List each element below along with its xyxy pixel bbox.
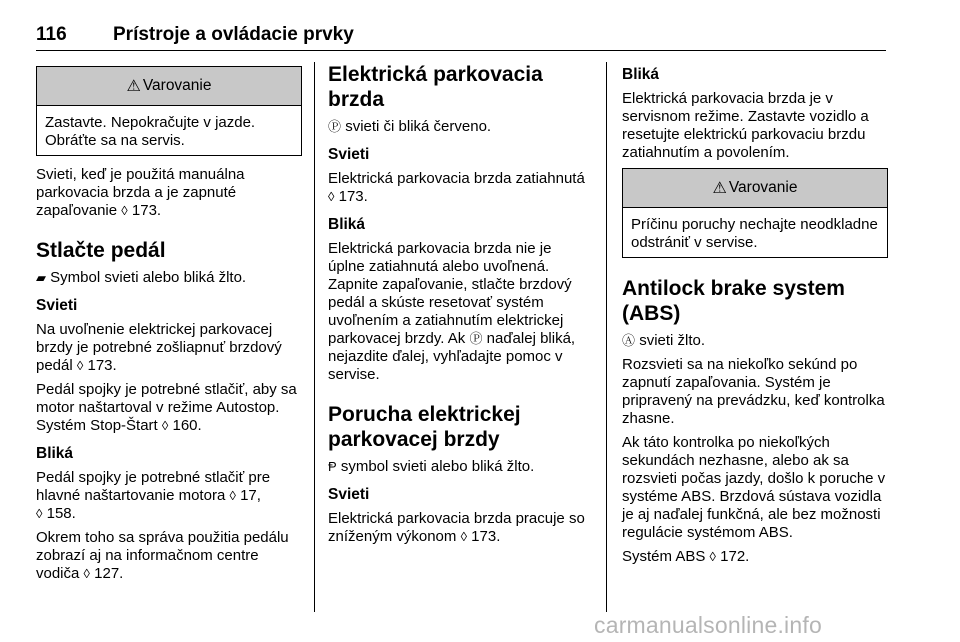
subheading: Bliká [328, 216, 366, 233]
warning-icon: ⚠ [712, 180, 727, 197]
column-3 [622, 62, 888, 572]
column-1 [36, 62, 302, 589]
paragraph: Ᵽ symbol svieti alebo bliká žlto. [328, 458, 535, 475]
abs-icon: Ⓐ [622, 333, 636, 348]
paragraph: Elektrická parkovacia brzda nie je úplne zatiahnutá alebo uvoľnená. Zapnite zapaľovanie, stlačte brzdový pedál a skúste resetovať systém uvoľnením a zatiahnutím elektrickej parkovacej brzdy. Ak Ⓟ naďalej bliká, nejazdite ďalej, vyhľadajte pomoc v servise. [328, 240, 576, 383]
watermark: carmanualsonline.info [594, 612, 822, 638]
reference-icon: ◊ [229, 488, 236, 503]
paragraph: Na uvoľnenie elektrickej parkovacej brzdy je potrebné zošliapnuť brzdový pedál ◊ 173. [36, 321, 282, 374]
warning-header [623, 169, 887, 208]
paragraph: Pedál spojky je potrebné stlačiť, aby sa motor naštartoval v režime Autostop. Systém Stop-Štart ◊ 160. [36, 381, 297, 434]
brake-fault-icon: Ᵽ [328, 459, 337, 474]
paragraph: Systém ABS ◊ 172. [622, 548, 750, 565]
subheading: Svieti [328, 486, 370, 503]
paragraph: Okrem toho sa správa použitia pedálu zobrazí aj na informačnom centre vodiča ◊ 127. [36, 529, 289, 582]
reference-icon: ◊ [460, 529, 467, 544]
column-divider [314, 62, 315, 612]
warning-title: Varovanie [142, 77, 212, 94]
reference-icon: ◊ [161, 418, 169, 433]
column-divider [606, 62, 607, 612]
paragraph: Pedál spojky je potrebné stlačiť pre hlavné naštartovanie motora ◊ 17, ◊ 158. [36, 469, 271, 522]
paragraph: Elektrická parkovacia brzda je v servisnom režime. Zastavte vozidlo a resetujte elektrickú parkovaciu brzdu zatiahnutím a povolením. [622, 90, 869, 161]
paragraph: Elektrická parkovacia brzda zatiahnutá ◊ 173. [328, 170, 585, 205]
subheading: Bliká [36, 445, 74, 462]
section-heading: Antilock brake system (ABS) [622, 277, 845, 325]
subheading: Svieti [36, 297, 78, 314]
page-header [36, 20, 886, 52]
paragraph: Ⓐ svieti žlto. [622, 332, 706, 349]
warning-text: Príčinu poruchy nechajte neodkladne odstrániť v servise. [631, 216, 878, 251]
paragraph: Ⓟ svieti či bliká červeno. [328, 118, 492, 135]
paragraph: Ak táto kontrolka po niekoľkých sekundách nezhasne, alebo ak sa rozsvieti počas jazdy, došlo k poruche v systéme ABS. Brzdová sústava vozidla je aj naďalej funkčná, ale bez možnosti regulácie systémom ABS. [622, 434, 886, 541]
reference-icon: ◊ [709, 549, 716, 564]
reference-icon: ◊ [328, 189, 335, 204]
page-number: 116 [36, 24, 67, 45]
reference-icon: ◊ [121, 203, 128, 218]
subheading: Bliká [622, 66, 660, 83]
reference-icon: ◊ [76, 358, 84, 373]
paragraph: Rozsvieti sa na niekoľko sekúnd po zapnutí zapaľovania. Systém je pripravený na prevádzku, keď kontrolka zhasne. [622, 356, 885, 427]
warning-text: Zastavte. Nepokračujte v jazde. Obráťte sa na servis. [45, 114, 256, 149]
page-title: Prístroje a ovládacie prvky [113, 24, 354, 45]
warning-title: Varovanie [728, 179, 798, 196]
parking-brake-icon: Ⓟ [469, 331, 483, 346]
header-rule [36, 50, 886, 51]
paragraph: ▰ Symbol svieti alebo bliká žlto. [36, 269, 247, 286]
column-2 [328, 62, 590, 552]
reference-icon: ◊ [83, 566, 90, 581]
foot-pedal-icon: ▰ [36, 270, 46, 285]
section-heading: Elektrická parkovacia brzda [328, 63, 543, 111]
warning-box [36, 66, 302, 156]
warning-box [622, 168, 888, 258]
warning-icon: ⚠ [126, 78, 141, 95]
warning-header [37, 67, 301, 106]
section-heading: Porucha elektrickej parkovacej brzdy [328, 403, 521, 451]
parking-brake-icon: Ⓟ [328, 119, 342, 134]
section-heading: Stlačte pedál [36, 239, 166, 262]
subheading: Svieti [328, 146, 370, 163]
paragraph: Elektrická parkovacia brzda pracuje so zníženým výkonom ◊ 173. [328, 510, 585, 545]
paragraph: Svieti, keď je použitá manuálna parkovacia brzda a je zapnuté zapaľovanie ◊ 173. [36, 166, 245, 219]
reference-icon: ◊ [36, 506, 43, 521]
